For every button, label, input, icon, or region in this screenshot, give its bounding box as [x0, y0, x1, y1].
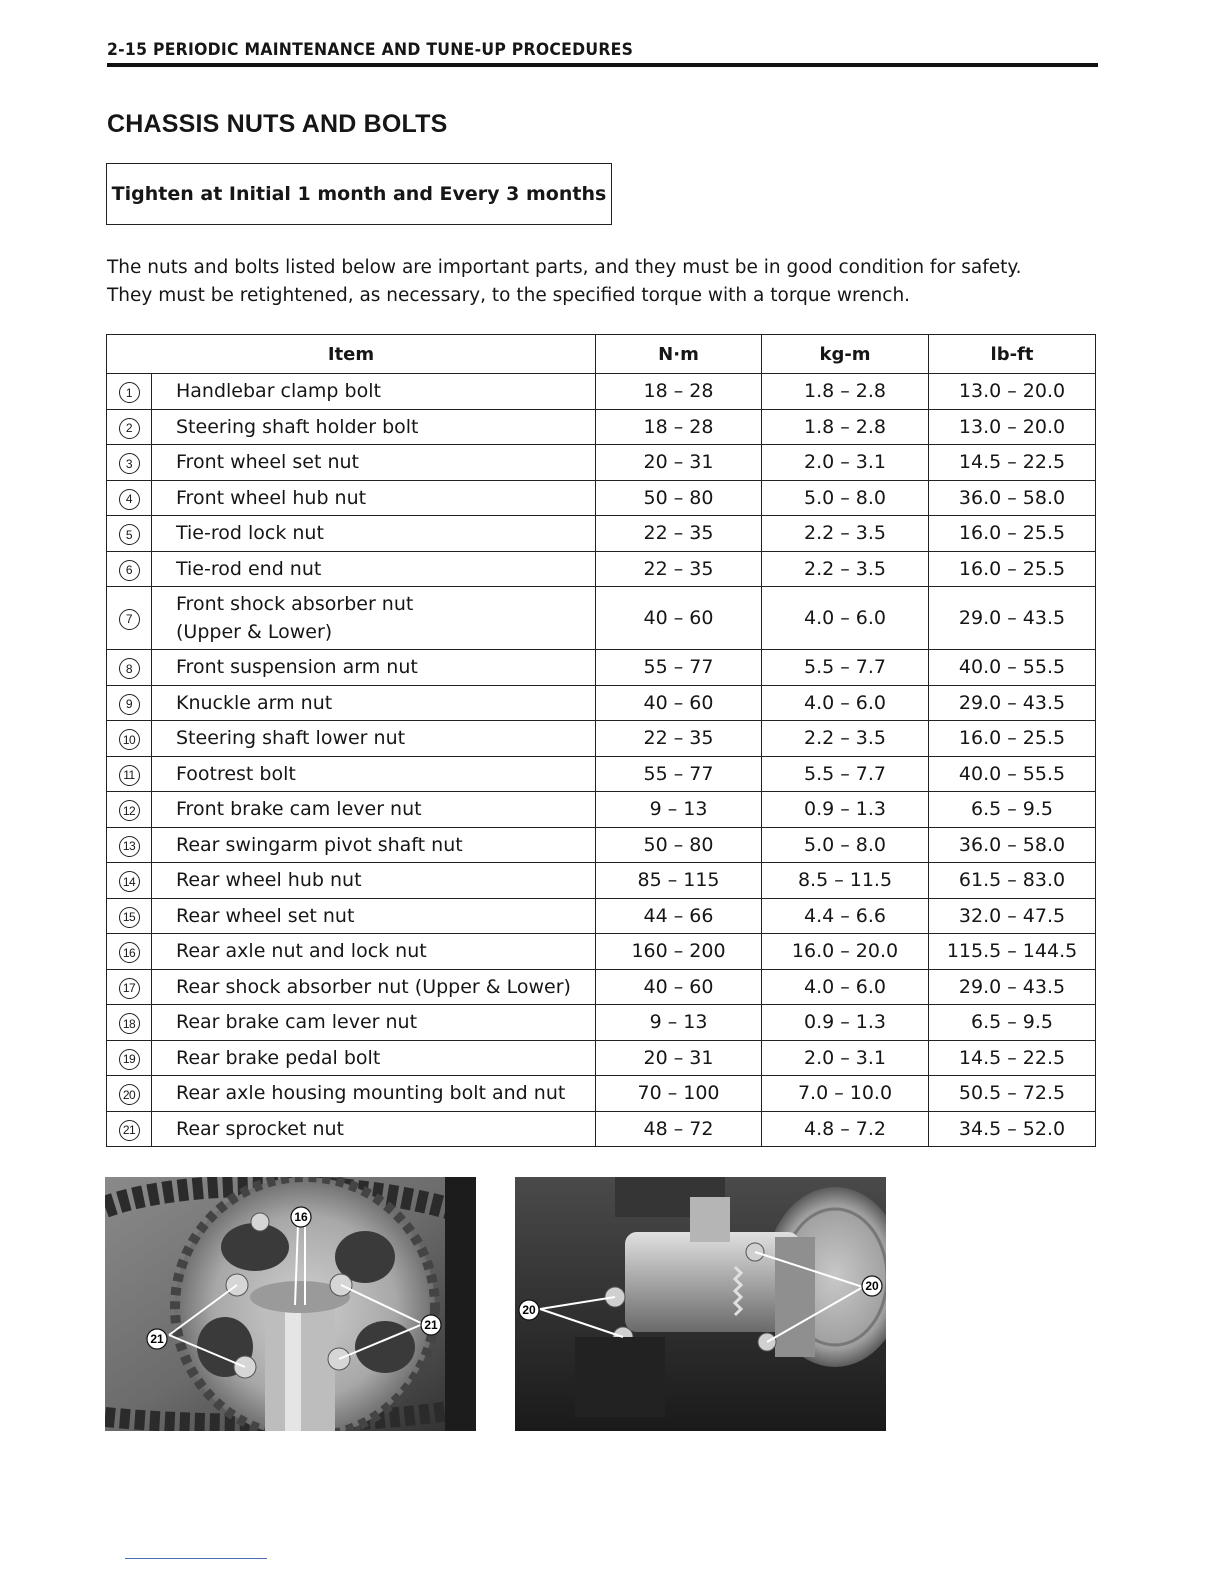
- torque-lbft-cell: 29.0 – 43.5: [929, 969, 1096, 1005]
- callout-16: 16: [294, 1210, 308, 1224]
- item-name-cell: [152, 721, 596, 757]
- header-kgm: kg-m: [762, 335, 929, 374]
- item-name-cell: [152, 756, 596, 792]
- item-number-badge: 12: [119, 800, 140, 821]
- torque-lbft-cell: 16.0 – 25.5: [929, 551, 1096, 587]
- table-row: [107, 969, 1096, 1005]
- torque-nm-cell: 9 – 13: [596, 1005, 762, 1041]
- item-name-cell: [152, 1076, 596, 1112]
- torque-kgm-cell: 2.2 – 3.5: [762, 516, 929, 552]
- item-number-badge: 6: [119, 560, 140, 581]
- item-number-cell: [107, 792, 152, 828]
- table-row: [107, 409, 1096, 445]
- item-name-cell: [152, 969, 596, 1005]
- callout-20-left: 20: [522, 1303, 536, 1317]
- torque-nm-cell: 20 – 31: [596, 1040, 762, 1076]
- item-number-badge: 4: [119, 489, 140, 510]
- item-number-badge: 19: [119, 1049, 140, 1070]
- item-name-cell: [152, 898, 596, 934]
- item-number-badge: 20: [119, 1084, 140, 1105]
- item-number-badge: 14: [119, 871, 140, 892]
- torque-nm-cell: 22 – 35: [596, 551, 762, 587]
- interval-text: Tighten at Initial 1 month and Every 3 months: [111, 183, 607, 205]
- torque-lbft-cell: 34.5 – 52.0: [929, 1111, 1096, 1147]
- torque-kgm-cell: 2.2 – 3.5: [762, 721, 929, 757]
- item-name: Front shock absorber nut: [176, 593, 414, 615]
- table-row: [107, 827, 1096, 863]
- torque-nm-cell: 18 – 28: [596, 409, 762, 445]
- torque-lbft-cell: 13.0 – 20.0: [929, 374, 1096, 410]
- item-number-cell: [107, 445, 152, 481]
- item-number-cell: [107, 374, 152, 410]
- torque-kgm-cell: 1.8 – 2.8: [762, 374, 929, 410]
- header-nm: N·m: [596, 335, 762, 374]
- torque-kgm-cell: 4.0 – 6.0: [762, 685, 929, 721]
- item-number-badge: 10: [119, 729, 140, 750]
- table-row: [107, 374, 1096, 410]
- torque-nm-cell: 22 – 35: [596, 516, 762, 552]
- torque-kgm-cell: 4.0 – 6.0: [762, 587, 929, 650]
- item-number-badge: 5: [119, 524, 140, 545]
- maintenance-interval-box: [106, 163, 612, 225]
- item-number-cell: [107, 898, 152, 934]
- item-name: Steering shaft holder bolt: [176, 415, 419, 438]
- torque-nm-cell: 55 – 77: [596, 650, 762, 686]
- item-name: Tie-rod lock nut: [176, 522, 324, 545]
- torque-kgm-cell: 2.0 – 3.1: [762, 1040, 929, 1076]
- item-number-cell: [107, 756, 152, 792]
- table-row: [107, 685, 1096, 721]
- rear-sprocket-photo: [105, 1177, 476, 1431]
- torque-nm-cell: 85 – 115: [596, 863, 762, 899]
- item-name: Rear axle housing mounting bolt and nut: [176, 1082, 566, 1105]
- item-number-badge: 9: [119, 694, 140, 715]
- item-name-cell: [152, 685, 596, 721]
- item-number-badge: 7: [119, 609, 140, 630]
- torque-lbft-cell: 13.0 – 20.0: [929, 409, 1096, 445]
- item-number-cell: [107, 863, 152, 899]
- section-title: CHASSIS NUTS AND BOLTS: [107, 110, 448, 138]
- torque-kgm-cell: 5.0 – 8.0: [762, 827, 929, 863]
- torque-kgm-cell: 2.0 – 3.1: [762, 445, 929, 481]
- torque-kgm-cell: 4.4 – 6.6: [762, 898, 929, 934]
- table-row: [107, 650, 1096, 686]
- torque-kgm-cell: 4.8 – 7.2: [762, 1111, 929, 1147]
- item-name: Front suspension arm nut: [176, 656, 418, 679]
- item-number-cell: [107, 1040, 152, 1076]
- torque-kgm-cell: 7.0 – 10.0: [762, 1076, 929, 1112]
- item-name-cell: [152, 516, 596, 552]
- torque-nm-cell: 20 – 31: [596, 445, 762, 481]
- table-row: [107, 792, 1096, 828]
- item-name-cell: [152, 1005, 596, 1041]
- torque-nm-cell: 44 – 66: [596, 898, 762, 934]
- item-name-cell: [152, 792, 596, 828]
- item-name-cell: [152, 827, 596, 863]
- torque-kgm-cell: 8.5 – 11.5: [762, 863, 929, 899]
- table-row: [107, 934, 1096, 970]
- item-name: Front brake cam lever nut: [176, 798, 422, 821]
- table-body: [107, 374, 1096, 1147]
- torque-kgm-cell: 5.5 – 7.7: [762, 756, 929, 792]
- table-row: [107, 480, 1096, 516]
- item-number-cell: [107, 409, 152, 445]
- torque-lbft-cell: 6.5 – 9.5: [929, 792, 1096, 828]
- torque-nm-cell: 18 – 28: [596, 374, 762, 410]
- item-name: Rear wheel hub nut: [176, 869, 362, 892]
- callout-21-right: 21: [424, 1318, 438, 1332]
- item-number-cell: [107, 587, 152, 650]
- item-name: Front wheel set nut: [176, 451, 359, 474]
- table-row: [107, 1076, 1096, 1112]
- item-number-badge: 16: [119, 942, 140, 963]
- torque-lbft-cell: 29.0 – 43.5: [929, 685, 1096, 721]
- torque-nm-cell: 160 – 200: [596, 934, 762, 970]
- item-name-cell: [152, 863, 596, 899]
- item-name-cell: [152, 480, 596, 516]
- item-number-cell: [107, 969, 152, 1005]
- torque-kgm-cell: 0.9 – 1.3: [762, 1005, 929, 1041]
- item-number-badge: 17: [119, 978, 140, 999]
- torque-lbft-cell: 16.0 – 25.5: [929, 721, 1096, 757]
- torque-kgm-cell: 2.2 – 3.5: [762, 551, 929, 587]
- item-name: Knuckle arm nut: [176, 691, 333, 714]
- item-number-badge: 3: [119, 453, 140, 474]
- torque-lbft-cell: 50.5 – 72.5: [929, 1076, 1096, 1112]
- table-row: [107, 445, 1096, 481]
- item-number-badge: 1: [119, 382, 140, 403]
- item-name: Rear sprocket nut: [176, 1117, 344, 1140]
- torque-kgm-cell: 4.0 – 6.0: [762, 969, 929, 1005]
- torque-lbft-cell: 36.0 – 58.0: [929, 827, 1096, 863]
- torque-lbft-cell: 115.5 – 144.5: [929, 934, 1096, 970]
- torque-lbft-cell: 40.0 – 55.5: [929, 756, 1096, 792]
- item-number-badge: 2: [119, 418, 140, 439]
- item-name: Rear swingarm pivot shaft nut: [176, 833, 463, 856]
- torque-lbft-cell: 36.0 – 58.0: [929, 480, 1096, 516]
- item-number-cell: [107, 721, 152, 757]
- item-name: Rear shock absorber nut (Upper & Lower): [176, 975, 571, 998]
- item-number-cell: [107, 480, 152, 516]
- item-number-cell: [107, 934, 152, 970]
- axle-housing-photo: [515, 1177, 886, 1431]
- torque-kgm-cell: 1.8 – 2.8: [762, 409, 929, 445]
- running-header: 2-15 PERIODIC MAINTENANCE AND TUNE-UP PROCEDURES: [107, 40, 634, 60]
- torque-nm-cell: 40 – 60: [596, 587, 762, 650]
- torque-kgm-cell: 5.0 – 8.0: [762, 480, 929, 516]
- item-name: Rear brake pedal bolt: [176, 1046, 381, 1069]
- header-lbft: lb-ft: [929, 335, 1096, 374]
- item-number-cell: [107, 650, 152, 686]
- item-number-cell: [107, 551, 152, 587]
- torque-nm-cell: 40 – 60: [596, 969, 762, 1005]
- item-number-badge: 8: [119, 658, 140, 679]
- item-number-cell: [107, 1111, 152, 1147]
- item-number-badge: 21: [119, 1120, 140, 1141]
- torque-lbft-cell: 40.0 – 55.5: [929, 650, 1096, 686]
- item-number-badge: 18: [119, 1013, 140, 1034]
- item-name: Rear wheel set nut: [176, 904, 355, 927]
- item-name-cell: [152, 374, 596, 410]
- item-name-line2: (Upper & Lower): [176, 621, 333, 643]
- item-name-cell: [152, 445, 596, 481]
- item-name: Front wheel hub nut: [176, 486, 367, 509]
- axle-housing-illustration: [515, 1177, 886, 1431]
- item-name-cell: [152, 409, 596, 445]
- item-number-cell: [107, 516, 152, 552]
- table-row: [107, 863, 1096, 899]
- item-name-cell: [152, 1040, 596, 1076]
- table-header-row: [107, 335, 1096, 374]
- item-name: Rear brake cam lever nut: [176, 1011, 418, 1034]
- item-number-badge: 13: [119, 836, 140, 857]
- table-row: [107, 516, 1096, 552]
- callout-20-right: 20: [865, 1279, 879, 1293]
- item-name: Footrest bolt: [176, 762, 296, 785]
- torque-lbft-cell: 16.0 – 25.5: [929, 516, 1096, 552]
- torque-lbft-cell: 29.0 – 43.5: [929, 587, 1096, 650]
- item-name: Steering shaft lower nut: [176, 727, 406, 750]
- table-row: [107, 1111, 1096, 1147]
- item-name-cell: [152, 1111, 596, 1147]
- torque-nm-cell: 48 – 72: [596, 1111, 762, 1147]
- rear-sprocket-illustration: [105, 1177, 476, 1431]
- item-name-cell: [152, 551, 596, 587]
- intro-paragraph: [107, 254, 1107, 310]
- table-row: [107, 587, 1096, 650]
- item-name-cell: [152, 587, 596, 650]
- torque-nm-cell: 50 – 80: [596, 480, 762, 516]
- torque-nm-cell: 55 – 77: [596, 756, 762, 792]
- intro-line-1: The nuts and bolts listed below are important parts, and they must be in good condition for safety.: [107, 257, 1022, 278]
- torque-nm-cell: 40 – 60: [596, 685, 762, 721]
- torque-spec-table: [106, 334, 1096, 1147]
- item-number-cell: [107, 1076, 152, 1112]
- item-number-badge: 11: [119, 765, 140, 786]
- torque-nm-cell: 70 – 100: [596, 1076, 762, 1112]
- header-rule: [107, 63, 1098, 67]
- torque-lbft-cell: 14.5 – 22.5: [929, 1040, 1096, 1076]
- torque-kgm-cell: 0.9 – 1.3: [762, 792, 929, 828]
- item-name: Rear axle nut and lock nut: [176, 940, 427, 963]
- item-number-cell: [107, 1005, 152, 1041]
- item-name: Handlebar clamp bolt: [176, 380, 381, 403]
- item-name: Tie-rod end nut: [176, 557, 322, 580]
- item-number-badge: 15: [119, 907, 140, 928]
- table-row: [107, 551, 1096, 587]
- table-row: [107, 756, 1096, 792]
- item-number-cell: [107, 827, 152, 863]
- item-number-cell: [107, 685, 152, 721]
- table-row: [107, 898, 1096, 934]
- item-name-cell: [152, 934, 596, 970]
- table-row: [107, 1040, 1096, 1076]
- table-row: [107, 721, 1096, 757]
- torque-nm-cell: 22 – 35: [596, 721, 762, 757]
- torque-nm-cell: 9 – 13: [596, 792, 762, 828]
- torque-kgm-cell: 5.5 – 7.7: [762, 650, 929, 686]
- intro-line-2: They must be retightened, as necessary, to the specified torque with a torque wrench.: [107, 285, 911, 306]
- table-row: [107, 1005, 1096, 1041]
- torque-lbft-cell: 32.0 – 47.5: [929, 898, 1096, 934]
- torque-lbft-cell: 14.5 – 22.5: [929, 445, 1096, 481]
- torque-lbft-cell: 61.5 – 83.0: [929, 863, 1096, 899]
- header-item: Item: [107, 335, 596, 374]
- footer-rule: [125, 1558, 267, 1559]
- torque-nm-cell: 50 – 80: [596, 827, 762, 863]
- torque-kgm-cell: 16.0 – 20.0: [762, 934, 929, 970]
- item-name-cell: [152, 650, 596, 686]
- torque-lbft-cell: 6.5 – 9.5: [929, 1005, 1096, 1041]
- callout-21-left: 21: [150, 1332, 164, 1346]
